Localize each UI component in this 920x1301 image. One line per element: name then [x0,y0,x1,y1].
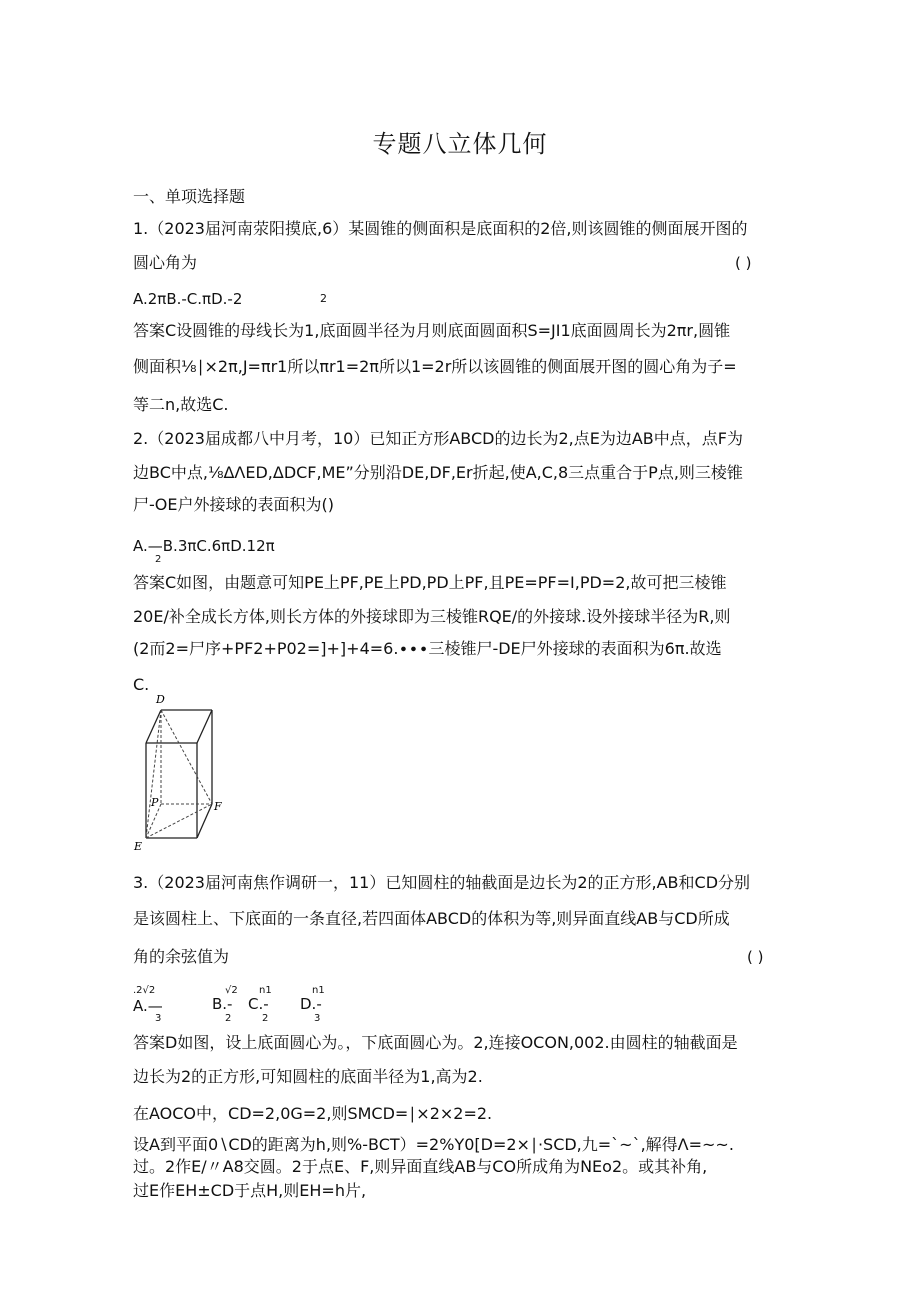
q1-options-sub: 2 [320,292,327,305]
label-e: E [134,840,143,852]
q3-optA: A.— [133,997,163,1015]
label-p: P [151,796,159,809]
q3-answer-line5: 过。2作E/〃A8交圆。2于点E、F,则异面直线AB与CO所成角为NEo2。或其补角, [133,1157,708,1176]
q3-optA-sub: 3 [155,1013,162,1024]
q2-stem-line2: 边BC中点,⅛ΔΛED,ΔDCF,ME”分别沿DE,DF,Er折起,使A,C,8三点重合于P点,则三棱锥 [133,463,743,482]
q3-optC: C.- [248,995,269,1013]
q3-optD-sup: n1 [312,985,325,996]
q2-answer-line3: (2而2=尸序+PF2+P02=]+]+4=6.∙∙∙三棱锥尸-DE尸外接球的表面积为6π.故选 [133,639,722,658]
q3-optC-sub: 2 [262,1013,269,1024]
q3-stem-line3: 角的余弦值为 [133,947,230,966]
q1-answer-line1: 答案C设圆锥的母线长为1,底面圆半径为月则底面圆面积S=JI1底面圆周长为2πr,圆锥 [133,321,731,340]
q3-stem-line1: 3.（2023届河南焦作调研一，11）已知圆柱的轴截面是边长为2的正方形,AB和CD分别 [133,873,751,892]
q3-answer-line4: 设A到平面0∖CD的距离为h,则%-BCT）=2%Y0[D=2×∣·SCD,九=`~`,解得Λ=~~. [133,1135,734,1154]
q3-optB-sup: √2 [225,985,238,996]
q3-optB-sub: 2 [225,1013,232,1024]
q3-answer-line2: 边长为2的正方形,可知圆柱的底面半径为1,高为2. [133,1067,483,1086]
q2-options-sub: 2 [155,554,162,565]
q2-answer-line2: 20E/补全成长方体,则长方体的外接球即为三棱锥RQE/的外接球.设外接球半径为R,则 [133,607,731,626]
q1-answer-paren: ( ) [735,254,752,272]
q3-answer-line1: 答案D如图，设上底面圆心为。，下底面圆心为。2,连接OCON,002.由圆柱的轴截面是 [133,1033,738,1052]
q3-optD-sub: 3 [314,1013,321,1024]
q2-options: A.—B.3πC.6πD.12π [133,537,275,555]
q3-optC-sup: n1 [259,985,272,996]
page-title: 专题八立体几何 [372,130,548,158]
q2-stem-line1: 2.（2023届成都八中月考，10）已知正方形ABCD的边长为2,点E为边AB中点，点F为 [133,429,743,448]
q1-answer-line2: 侧面积⅛∣×2π,J=πr1所以πr1=2π所以1=2r所以该圆锥的侧面展开图的圆心角为子= [133,357,737,376]
q1-options: A.2πB.-C.πD.-2 [133,290,243,308]
q3-answer-paren: ( ) [747,948,764,966]
cuboid-figure [130,690,230,852]
q2-answer-line4: C. [133,675,150,694]
q2-stem-line3: 尸-OE户外接球的表面积为() [133,495,334,514]
q2-answer-line1: 答案C如图，由题意可知PE上PF,PE上PD,PD上PF,且PE=PF=I,PD=2,故可把三棱锥 [133,573,727,592]
q1-stem-line1: 1.（2023届河南荥阳摸底,6）某圆锥的侧面积是底面积的2倍,则该圆锥的侧面展开图的 [133,219,748,238]
q3-answer-line6: 过E作EH±CD于点H,则EH=h片, [133,1181,367,1200]
q3-optA-sup: .2√2 [133,985,156,996]
section-heading: 一、单项选择题 [133,187,246,206]
q1-stem-line2: 圆心角为 [133,253,198,272]
q3-answer-line3: 在AOCO中，CD=2,0G=2,则SMCD=∣×2×2=2. [133,1104,493,1123]
label-d: D [156,693,165,706]
q3-stem-line2: 是该圆柱上、下底面的一条直径,若四面体ABCD的体积为等,则异面直线AB与CD所成 [133,909,730,928]
q3-optD: D.- [300,995,322,1013]
q3-optB: B.- [212,995,233,1013]
label-f: F [214,800,222,813]
q1-answer-line3: 等二n,故选C. [133,395,229,414]
